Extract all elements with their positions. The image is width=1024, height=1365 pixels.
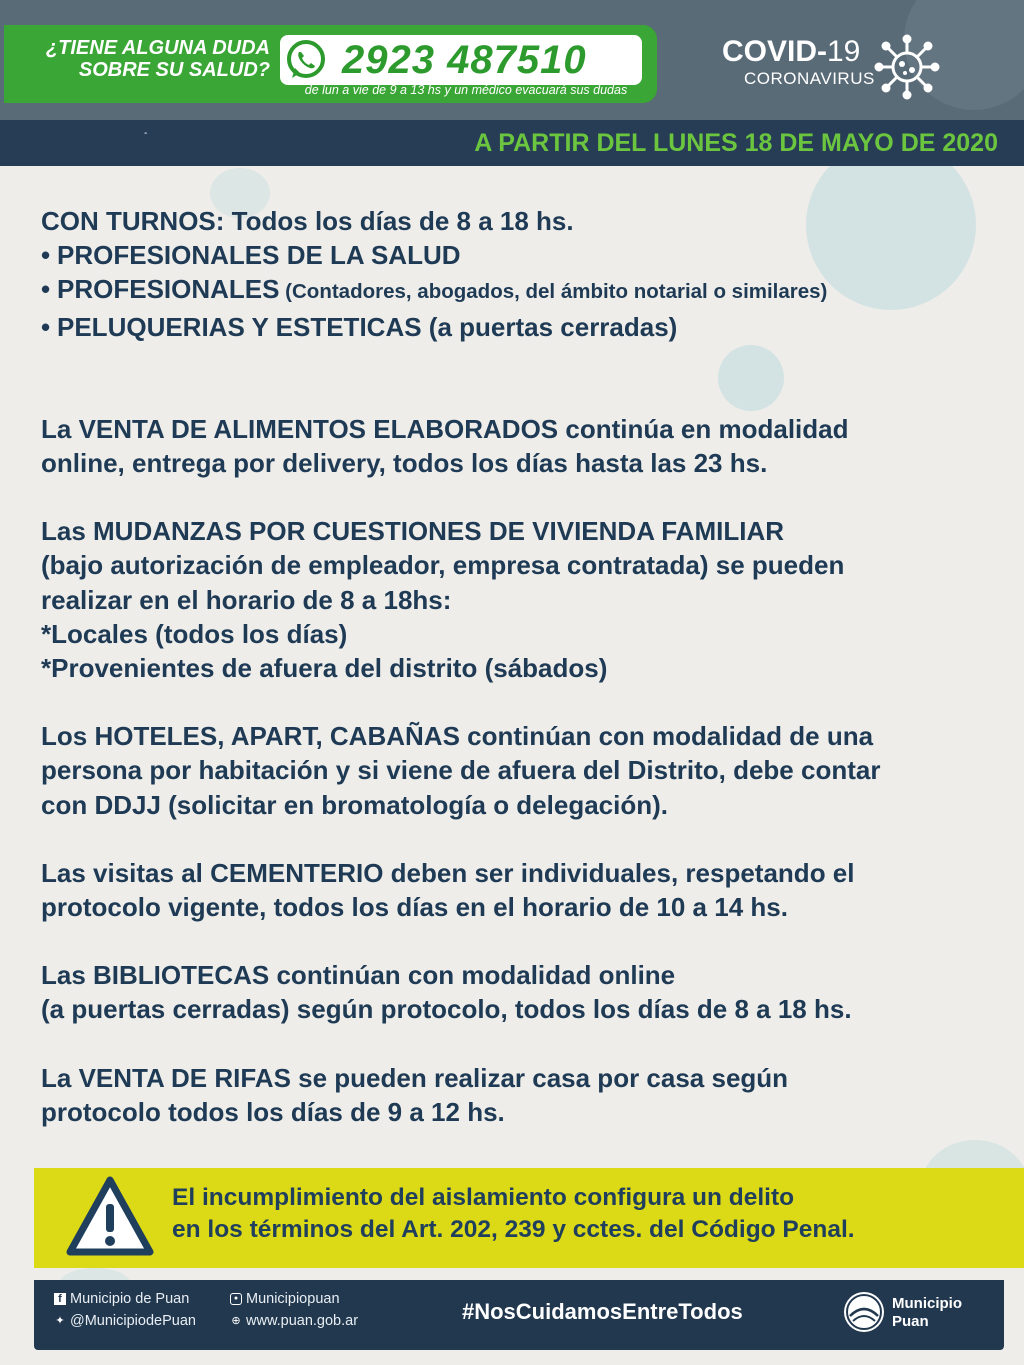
hoteles-line: persona por habitación y si viene de afuera del Distrito, debe contar: [41, 755, 881, 786]
bullet-item: [41, 272, 1001, 309]
facebook-icon: f: [54, 1293, 66, 1305]
bullet-main: PELUQUERIAS Y ESTETICAS (a puertas cerradas): [57, 311, 678, 342]
whatsapp-icon: [284, 38, 328, 82]
website-link[interactable]: [230, 1312, 358, 1330]
header-banner: [0, 0, 1024, 120]
hoteles-line: Los HOTELES, APART, CABAÑAS continúan con modalidad de una: [41, 721, 874, 752]
bullet-main: PROFESIONALES: [57, 274, 280, 305]
hoteles-line: con DDJJ (solicitar en bromatología o delegación).: [41, 789, 668, 820]
facebook-label: Municipio de Puan: [70, 1291, 190, 1307]
cementerio-line: protocolo vigente, todos los días en el horario de 10 a 14 hs.: [41, 892, 788, 923]
bullet-note: (Contadores, abogados, del ámbito notarial o similares): [279, 280, 828, 304]
bullet-dot: •: [41, 240, 51, 271]
bullet-item: [41, 238, 1001, 272]
covid-number: 19: [827, 35, 861, 68]
legal-warning-banner: [34, 1168, 1024, 1268]
instagram-icon: ●: [230, 1293, 242, 1305]
covid-logo-title: [722, 36, 860, 68]
bullet-item: [41, 310, 1001, 344]
start-date-text: A PARTIR DEL LUNES 18 DE MAYO DE 2020: [474, 129, 998, 157]
instagram-link[interactable]: [230, 1290, 340, 1308]
municipio-line: Municipio: [892, 1295, 962, 1312]
website-label: www.puan.gob.ar: [246, 1313, 359, 1329]
hotline-question: ¿TIENE ALGUNA DUDA SOBRE SU SALUD?: [45, 37, 270, 81]
virus-icon: [874, 34, 940, 100]
covid-word: COVID-: [722, 35, 827, 68]
bibliotecas-line: (a puertas cerradas) según protocolo, todos los días de 8 a 18 hs.: [41, 994, 852, 1025]
twitter-label: @MunicipiodePuan: [70, 1313, 196, 1329]
warning-text: [172, 1182, 855, 1246]
mudanzas-line: *Provenientes de afuera del distrito (sábados): [41, 653, 608, 684]
facebook-link[interactable]: [54, 1290, 189, 1308]
mudanzas-line: (bajo autorización de empleador, empresa contratada) se pueden: [41, 550, 845, 581]
alimentos-line: La VENTA DE ALIMENTOS ELABORADOS continúa en modalidad: [41, 413, 849, 444]
municipio-name: [892, 1295, 962, 1331]
bullet-dot: •: [41, 311, 51, 342]
health-hotline-box: [4, 25, 657, 103]
warning-icon: [64, 1174, 156, 1258]
phone-box: [280, 35, 642, 85]
municipio-logo: [844, 1292, 884, 1332]
municipio-line: Puan: [892, 1313, 929, 1330]
mudanzas-line: realizar en el horario de 8 a 18hs:: [41, 584, 452, 615]
warning-line: El incumplimiento del aislamiento configura un delito: [172, 1184, 795, 1211]
hotline-hours-note: de lun a vie de 9 a 13 hs y un médico evacuará sus dudas: [304, 83, 628, 97]
bullet-dot: •: [41, 274, 51, 305]
date-banner: [0, 120, 1024, 166]
mudanzas-line: *Locales (todos los días): [41, 618, 348, 649]
measures-content: [41, 204, 1001, 1129]
warning-line: en los términos del Art. 202, 239 y cctes. del Código Penal.: [172, 1216, 855, 1243]
cementerio-line: Las visitas al CEMENTERIO deben ser individuales, respetando el: [41, 857, 855, 888]
turnos-title: CON TURNOS: Todos los días de 8 a 18 hs.: [41, 206, 574, 236]
alimentos-line: online, entrega por delivery, todos los días hasta las 23 hs.: [41, 448, 768, 479]
divider-dot: -: [144, 128, 148, 139]
rifas-line: protocolo todos los días de 9 a 12 hs.: [41, 1096, 505, 1127]
rifas-line: La VENTA DE RIFAS se pueden realizar casa por casa según: [41, 1062, 789, 1093]
twitter-link[interactable]: [54, 1312, 196, 1330]
campaign-hashtag: #NosCuidamosEntreTodos: [462, 1299, 743, 1324]
bibliotecas-line: Las BIBLIOTECAS continúan con modalidad online: [41, 960, 676, 991]
instagram-label: Municipiopuan: [246, 1291, 340, 1307]
municipio-emblem-icon: [844, 1292, 884, 1332]
footer-bar: [34, 1280, 1004, 1350]
mudanzas-line: Las MUDANZAS POR CUESTIONES DE VIVIENDA FAMILIAR: [41, 516, 784, 547]
bullet-main: PROFESIONALES DE LA SALUD: [57, 240, 461, 271]
globe-icon: ⊕: [231, 1315, 241, 1327]
phone-number: 2923 487510: [342, 38, 587, 82]
coronavirus-label: CORONAVIRUS: [744, 69, 875, 88]
twitter-icon: ✦: [55, 1315, 65, 1327]
